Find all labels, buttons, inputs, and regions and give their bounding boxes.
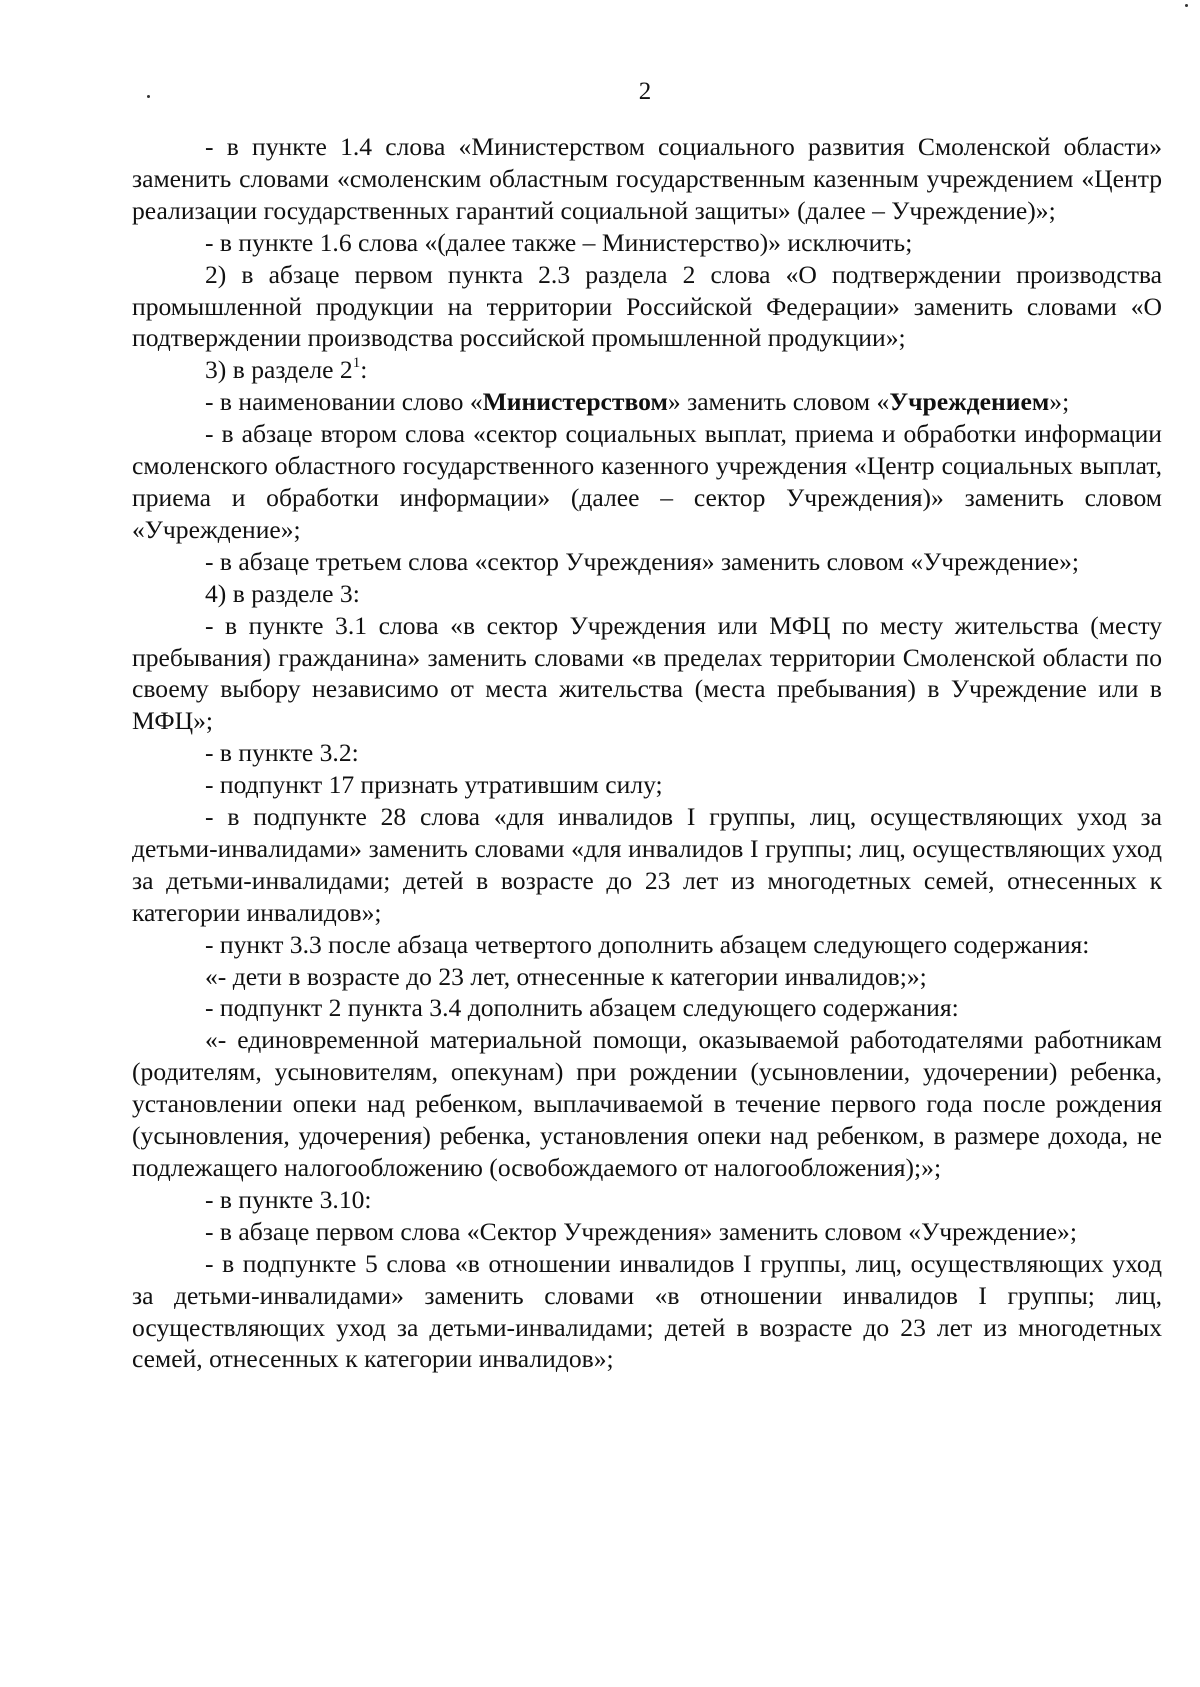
paragraph bbox=[132, 386, 1162, 418]
document-body bbox=[132, 131, 1162, 1375]
paragraph: - в абзаце втором слова «сектор социальных выплат, приема и обработки информации смоленского областного государственного казенного учреждения «Центр социальных выплат, приема и обработки информации» (далее – сектор Учреждения)» заменить словом «Учреждение»; bbox=[132, 419, 1162, 544]
paragraph: - подпункт 17 признать утратившим силу; bbox=[205, 770, 663, 800]
paragraph bbox=[132, 354, 1162, 386]
paragraph-text: »; bbox=[1049, 387, 1070, 417]
paragraph: - в пункте 1.6 слова «(далее также – Министерство)» исключить; bbox=[205, 227, 913, 257]
superscript: 1 bbox=[352, 354, 361, 371]
paragraph: «- дети в возрасте до 23 лет, отнесенные к категории инвалидов;»; bbox=[205, 961, 927, 991]
paragraph: - в подпункте 5 слова «в отношении инвалидов I группы, лиц, осуществляющих уход за детьми-инвалидами» заменить словами «в отношении инвалидов I группы; лиц, осуществляющих уход за детьми-инвалидами; детей в возрасте до 23 лет из многодетных семей, отнесенных к категории инвалидов»; bbox=[132, 1248, 1162, 1374]
bold-text: Учреждением bbox=[889, 387, 1050, 417]
paragraph: «- единовременной материальной помощи, оказываемой работодателями работникам (родителям, усыновителям, опекунам) при рождении (усыновлении, удочерении) ребенка, установлении опеки над ребенком, выплачиваемой в течение первого года после рождения (усыновления, удочерения) ребенка, установления опеки над ребенком, в размере дохода, не подлежащего налогообложению (освобождаемого от налогообложения);»; bbox=[132, 1025, 1162, 1182]
paragraph-text: : bbox=[360, 355, 368, 385]
paragraph: - в пункте 3.1 слова «в сектор Учреждения или МФЦ по месту жительства (месту пребывания) гражданина» заменить словами «в пределах территории Смоленской области по своему выбору независимо от места жительства (места пребывания) в Учреждение или в МФЦ»; bbox=[132, 610, 1162, 736]
page-number: 2 bbox=[638, 78, 652, 105]
paragraph: - подпункт 2 пункта 3.4 дополнить абзацем следующего содержания: bbox=[205, 993, 959, 1023]
paragraph: - в абзаце первом слова «Сектор Учреждения» заменить словом «Учреждение»; bbox=[205, 1216, 1077, 1246]
paragraph-text: - в наименовании слово « bbox=[205, 387, 483, 417]
paragraph: - пункт 3.3 после абзаца четвертого дополнить абзацем следующего содержания: bbox=[205, 929, 1090, 959]
paragraph: - в подпункте 28 слова «для инвалидов I группы, лиц, осуществляющих уход за детьми-инвалидами» заменить словами «для инвалидов I группы; лиц, осуществляющих уход за детьми-инвалидами; детей в возрасте до 23 лет из многодетных семей, отнесенных к категории инвалидов»; bbox=[132, 802, 1162, 927]
paragraph: - в пункте 1.4 слова «Министерством социального развития Смоленской области» заменить словами «смоленским областным государственным казенным учреждением «Центр реализации государственных гарантий социальной защиты» (далее – Учреждение)»; bbox=[132, 132, 1162, 225]
paragraph: - в абзаце третьем слова «сектор Учреждения» заменить словом «Учреждение»; bbox=[205, 546, 1080, 576]
scan-speck bbox=[1185, 4, 1188, 7]
paragraph: - в пункте 3.10: bbox=[205, 1184, 372, 1214]
paragraph: 4) в разделе 3: bbox=[205, 578, 360, 608]
paragraph-text: 3) в разделе 2 bbox=[205, 355, 353, 385]
bold-text: Министерством bbox=[482, 387, 668, 417]
paragraph: 2) в абзаце первом пункта 2.3 раздела 2 слова «О подтверждении производства промышленной продукции на территории Российской Федерации» заменить словами «О подтверждении производства российской промышленной продукции»; bbox=[132, 259, 1162, 353]
paragraph-text: » заменить словом « bbox=[667, 387, 890, 417]
paragraph: - в пункте 3.2: bbox=[205, 738, 359, 768]
